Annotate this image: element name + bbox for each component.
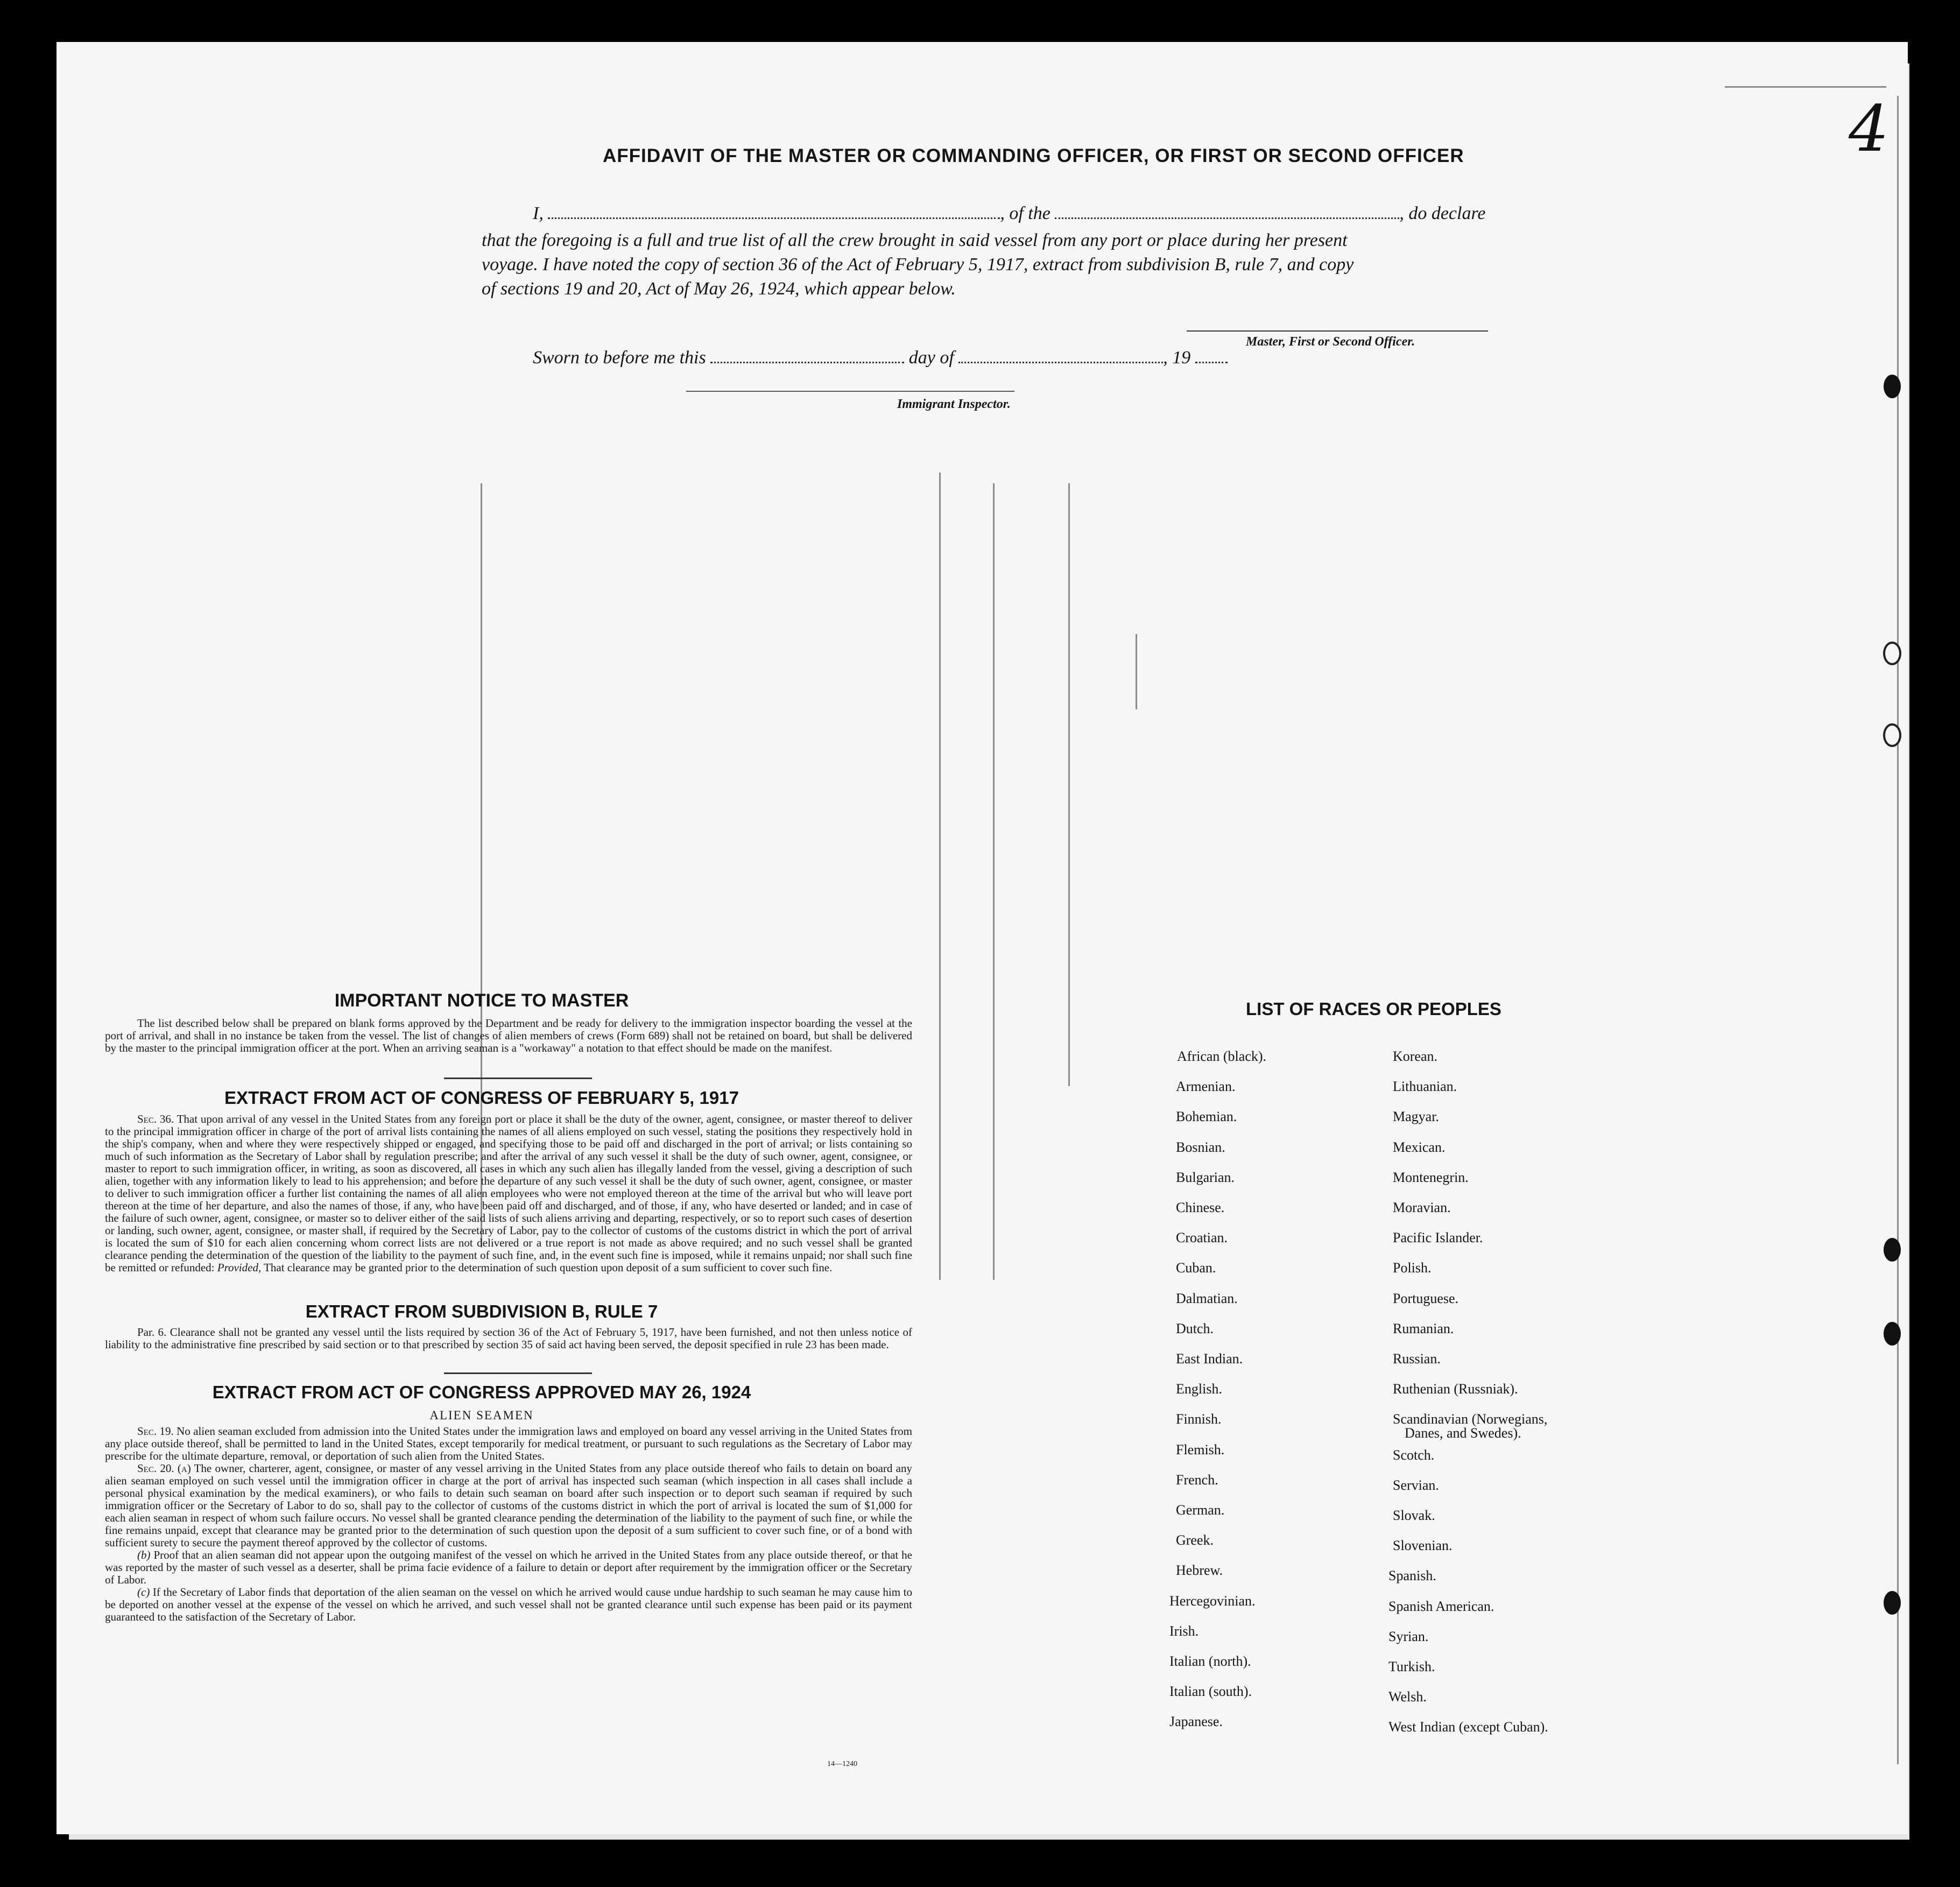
race-item: Scandinavian (Norwegians, [1393, 1411, 1548, 1427]
race-item: Portuguese. [1393, 1290, 1459, 1306]
extract-1917-proviso: That clearance may be granted prior to the determination of such question upon deposit of a sum sufficient to cover such fine. [264, 1261, 833, 1274]
race-item: French. [1176, 1471, 1218, 1488]
punch-hole [1883, 723, 1901, 747]
extract-1917-proviso-label: Provided, [217, 1261, 262, 1274]
bleed-through-rule [1068, 483, 1070, 1086]
extract-1917-text: That upon arrival of any vessel in the United States from any foreign port or place it shall be the duty of the owner, agent, consignee, or master thereof to deliver to the principal immigration officer in charge of the port of arrival lists containing the names of all aliens employed on such vessel, stating the positions they respectively hold in the ship's company, when and where they were respectively shipped or engaged, and specifying those to be paid off and discharged in the port of arrival; or lists containing so much of such information as the Secretary of Labor shall by regulation prescribe; and after the arrival of any such vessel it shall be the duty of such owner, agent, consignee, or master to report to such immigration officer, in writing, as soon as discovered, all cases in which any such alien has illegally landed from the vessel, giving a description of such alien, together with any information likely to lead to his apprehension; and before the departure of any such vessel it shall be the duty of such owner, agent, consignee, or master to deliver to such immigration officer a further list containing the names of all alien employees who were not employed thereon at the time of the arrival but who will leave port thereon at the time of her departure, and also the names of those, if any, who have been paid off and discharged, and of those, if any, who have deserted or landed; and in case of the failure of such owner, agent, consignee, or master so to deliver either of the said lists of such aliens arriving and departing, respectively, or so to report such cases of desertion or landing, such owner, agent, consignee, or master shall, if required by the Secretary of Labor, pay to the collector of customs of the customs district in which the port of arrival is located the sum of $10 for each alien concerning whom correct lists are not delivered or a true report is not made as above required; and no such vessel shall be granted clearance pending the determination of the question of the liability to the payment of such fine, and, in the event such fine is imposed, while it remains unpaid; nor shall such fine be remitted or refunded: [105, 1113, 912, 1274]
affidavit-line1-start: I, [533, 203, 544, 223]
form-number: 14—1240 [827, 1760, 857, 1768]
master-name-field[interactable] [548, 213, 1000, 219]
race-item: Lithuanian. [1393, 1079, 1457, 1095]
section-19 [105, 1425, 912, 1462]
signature-caption: Master, First or Second Officer. [1246, 335, 1415, 349]
extract-1924-subtitle: ALIEN SEAMEN [429, 1409, 534, 1422]
inspector-signature-line[interactable] [686, 391, 1014, 392]
section-20a-label: Sec. 20. (a) [137, 1462, 191, 1475]
race-item: Bohemian. [1176, 1109, 1237, 1125]
race-item: Slovenian. [1393, 1538, 1453, 1554]
bleed-through-rule [1136, 634, 1137, 709]
section-19-text: No alien seaman excluded from admission into the United States under the immigration laws and employed on board any vessel arriving in the United States from any place outside thereof, shall be permitted to land in the United States, except temporarily for medical treatment, or pursuant to such regulations as the Secretary of Labor may prescribe for the ultimate departure, removal, or deportation of such alien from the United States. [105, 1425, 912, 1462]
race-item: Finnish. [1176, 1411, 1222, 1427]
race-item: Greek. [1176, 1532, 1214, 1548]
bleed-through-rule [1897, 96, 1899, 1764]
section-20a-text: The owner, charterer, agent, consignee, or master of any vessel arriving in the United States from any place outside thereof who fails to detain on board any alien seaman employed on such vessel until the immigration officer in charge at the port of arrival has inspected such seaman (which inspection in all cases shall include a personal physical examination by the medical examiners), or who fails to detain such seaman on board after such inspection or to deport such seaman if required by such immigration officer or the Secretary of Labor to do so, shall pay to the collector of customs of the customs district in which the port of arrival is located the sum of $1,000 for each alien seaman in respect of whom such failure occurs. No vessel shall be granted clearance pending the determination of the liability to the payment of such fine, or while the fine remains unpaid, except that clearance may be granted prior to the determination of such question upon the deposit of a sum sufficient to cover such fine, or of a bond with sufficient surety to secure the payment thereof approved by the collector of customs. [105, 1462, 912, 1549]
race-item: Spanish. [1388, 1568, 1436, 1584]
bleed-through-rule [993, 483, 995, 1280]
vessel-name-field[interactable] [1055, 213, 1399, 219]
race-item: Slovak. [1393, 1508, 1435, 1523]
section-20c-label: (c) [137, 1586, 150, 1599]
sworn-mid: day of [908, 348, 954, 368]
affidavit-line1-mid: , of the [1000, 203, 1050, 223]
notice-body: The list described below shall be prepared on blank forms approved by the Department and be ready for delivery to the immigration inspector boarding the vessel at the port of arrival, and shall in no instance be taken from the vessel. The list of changes of alien members of crews (Form 689) shall not be retained on board, but shall be delivered by the master to the principal immigration officer at the port. When an arriving seaman is a "workaway" a notation to that effect should be made on the manifest. [105, 1017, 912, 1054]
race-item: Hebrew. [1176, 1562, 1223, 1579]
extract-1924-body [105, 1425, 912, 1623]
race-item: Pacific Islander. [1393, 1230, 1483, 1246]
race-item: German. [1176, 1502, 1225, 1518]
sworn-year: , 19 [1163, 348, 1191, 368]
race-item: West Indian (except Cuban). [1388, 1719, 1548, 1735]
race-item: Spanish American. [1388, 1598, 1494, 1614]
section-20c-text: If the Secretary of Labor finds that deportation of the alien seaman on the vessel on which he arrived would cause undue hardship to such seaman he may cause him to be deported on another vessel at the expense of the vessel on which he arrived, and such vessel shall not be granted clearance until such expense has been paid or its payment guaranteed to the satisfaction of the Secretary of Labor. [105, 1586, 912, 1623]
race-item: Korean. [1393, 1048, 1438, 1064]
section-20b-label: (b) [137, 1548, 151, 1561]
sworn-start: Sworn to before me this [533, 348, 706, 368]
punch-hole [1884, 1591, 1901, 1615]
race-item: Scotch. [1393, 1447, 1435, 1463]
race-item: Dutch. [1176, 1320, 1214, 1336]
punch-hole [1884, 1322, 1901, 1346]
race-item: Italian (south). [1169, 1684, 1252, 1700]
race-item: Croatian. [1176, 1230, 1228, 1246]
bleed-through-rule [939, 473, 941, 1280]
section-20c [105, 1586, 912, 1623]
divider [444, 1372, 592, 1374]
bleed-through-rule [1725, 86, 1886, 88]
race-item: Welsh. [1388, 1689, 1427, 1705]
race-item: Syrian. [1388, 1628, 1429, 1644]
race-item: Turkish. [1388, 1659, 1435, 1674]
race-item: Danes, and Swedes). [1405, 1425, 1521, 1441]
race-item: Bosnian. [1176, 1139, 1225, 1155]
section-20a [105, 1462, 912, 1549]
affidavit-line-3: voyage. I have noted the copy of section 36 of the Act of February 5, 1917, extract from subdivision B, rule 7, and copy [482, 255, 1354, 274]
punch-hole [1883, 642, 1901, 665]
signature-line[interactable] [1187, 330, 1488, 332]
section-20b-text: Proof that an alien seaman did not appear upon the outgoing manifest of the vessel on which he arrived in the United States from any place outside thereof, or that he was reported by the master of such vessel as a deserter, shall be prima facie evidence of a failure to detain or deport after requirement by the immigration officer or the Secretary of Labor. [105, 1548, 912, 1586]
sworn-year-field[interactable] [1195, 357, 1228, 363]
section-20b [105, 1549, 912, 1586]
race-item: East Indian. [1176, 1351, 1243, 1367]
race-item: Rumanian. [1393, 1320, 1454, 1336]
race-item: Bulgarian. [1176, 1169, 1235, 1185]
inspector-caption: Immigrant Inspector. [897, 397, 1011, 411]
punch-hole [1884, 375, 1901, 398]
race-item: Hercegovinian. [1169, 1593, 1256, 1609]
extract-1917-title: EXTRACT FROM ACT OF CONGRESS OF FEBRUARY 5, 1917 [224, 1088, 739, 1108]
affidavit-line-1 [533, 203, 1486, 224]
sworn-month-field[interactable] [958, 357, 1163, 363]
race-item: Irish. [1169, 1623, 1199, 1639]
affidavit-line-2: that the foregoing is a full and true list of all the crew brought in said vessel from any port or place during her present [482, 230, 1348, 250]
page-number: 4 [1849, 91, 1890, 166]
notice-title: IMPORTANT NOTICE TO MASTER [334, 990, 629, 1011]
extract-rule7-title: EXTRACT FROM SUBDIVISION B, RULE 7 [305, 1301, 658, 1321]
affidavit-line1-end: , do declare [1399, 203, 1486, 223]
race-item: Japanese. [1169, 1714, 1223, 1730]
race-item: Ruthenian (Russniak). [1393, 1381, 1518, 1397]
sworn-line [533, 348, 1228, 368]
race-item: Moravian. [1393, 1200, 1451, 1215]
punch-hole [1884, 1238, 1901, 1262]
race-item: Flemish. [1176, 1441, 1225, 1458]
document-page [57, 42, 1908, 1834]
race-item: Russian. [1393, 1351, 1441, 1367]
extract-1924-title: EXTRACT FROM ACT OF CONGRESS APPROVED MAY 26, 1924 [212, 1382, 751, 1402]
race-item: Polish. [1393, 1260, 1432, 1276]
races-title: LIST OF RACES OR PEOPLES [1246, 999, 1501, 1019]
section-19-label: Sec. 19. [137, 1425, 174, 1438]
race-item: Mexican. [1393, 1139, 1446, 1155]
race-item: Cuban. [1176, 1260, 1216, 1276]
race-item: Montenegrin. [1393, 1169, 1469, 1185]
divider [444, 1078, 592, 1079]
sworn-day-field[interactable] [710, 357, 904, 363]
race-item: African (black). [1177, 1048, 1267, 1064]
race-item: Dalmatian. [1176, 1290, 1238, 1306]
race-item: Italian (north). [1169, 1653, 1251, 1669]
race-item: Chinese. [1176, 1200, 1225, 1215]
extract-1917-section-label: Sec. 36. [137, 1113, 174, 1125]
race-item: Magyar. [1393, 1109, 1439, 1125]
affidavit-line-4: of sections 19 and 20, Act of May 26, 1924, which appear below. [482, 279, 956, 299]
race-item: English. [1176, 1381, 1222, 1397]
extract-rule7-body: Par. 6. Clearance shall not be granted any vessel until the lists required by section 36 of the Act of February 5, 1917, have been furnished, and not then unless notice of liability to the administrative fine prescribed by said section or to that prescribed by section 35 of said act having been served, the deposit specified in rule 23 has been made. [105, 1326, 912, 1351]
race-item: Armenian. [1176, 1079, 1236, 1095]
race-item: Servian. [1393, 1477, 1439, 1493]
extract-1917-body [105, 1113, 912, 1274]
affidavit-title: AFFIDAVIT OF THE MASTER OR COMMANDING OFFICER, OR FIRST OR SECOND OFFICER [603, 145, 1464, 166]
